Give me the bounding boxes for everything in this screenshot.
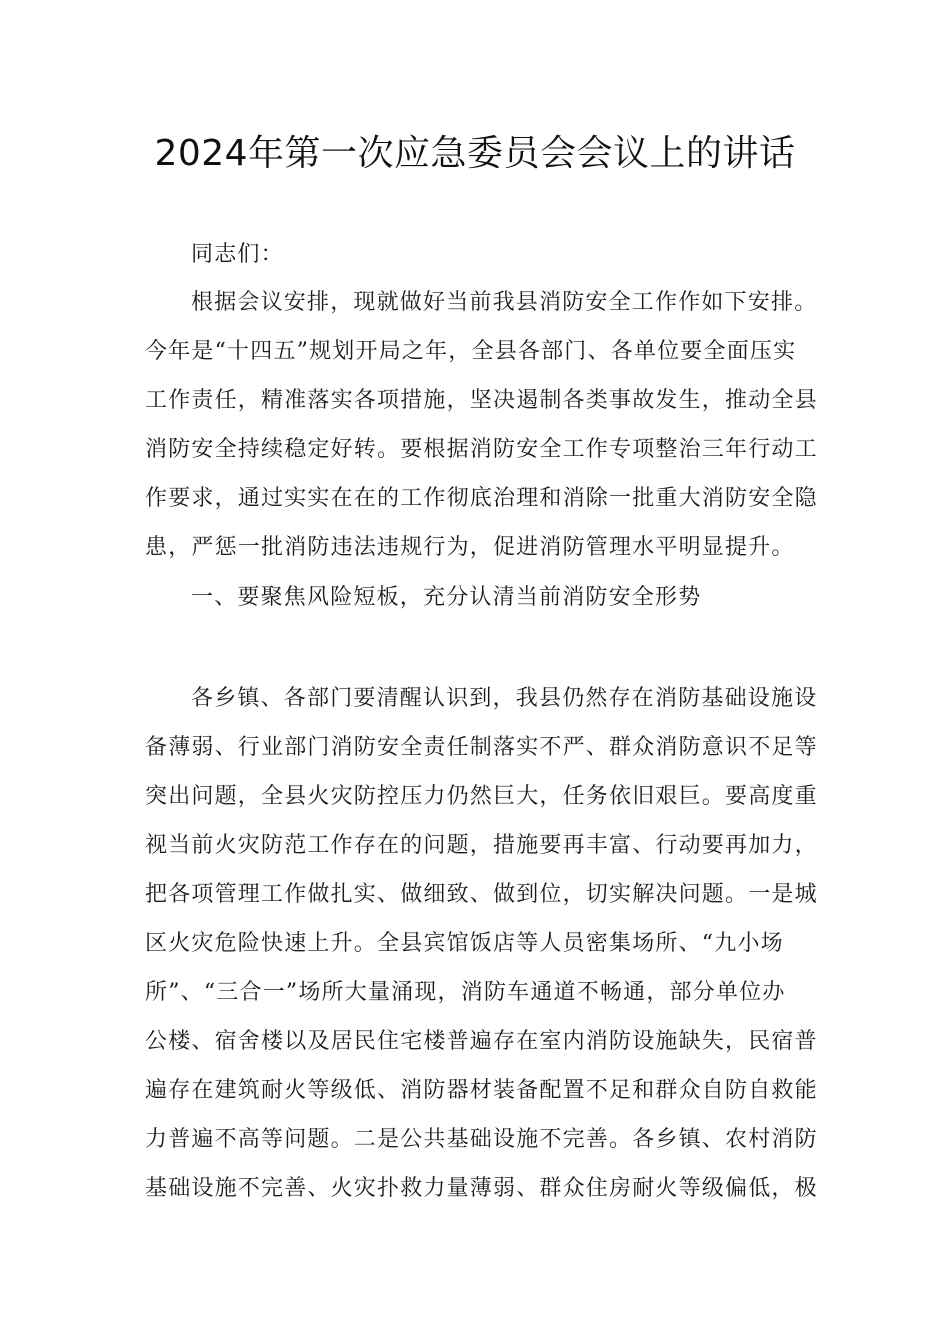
paragraph-line: 力普遍不高等问题。二是公共基础设施不完善。各乡镇、农村消防 — [145, 1127, 818, 1152]
paragraph-line: 今年是“十四五”规划开局之年，全县各部门、各单位要全面压实 — [145, 339, 797, 364]
document-title: 2024年第一次应急委员会会议上的讲话 — [154, 133, 796, 174]
salutation: 同志们： — [191, 242, 284, 267]
paragraph-line: 根据会议安排，现就做好当前我县消防安全工作作如下安排。 — [191, 290, 818, 315]
paragraph-line: 遍存在建筑耐火等级低、消防器材装备配置不足和群众自防自救能 — [145, 1078, 818, 1103]
section-heading-block — [145, 573, 810, 622]
section-heading: 一、要聚焦风险短板，充分认清当前消防安全形势 — [191, 585, 702, 610]
paragraph-2 — [145, 674, 818, 1213]
paragraph-line: 公楼、宿舍楼以及居民住宅楼普遍存在室内消防设施缺失，民宿普 — [145, 1029, 818, 1054]
paragraph-line: 工作责任，精准落实各项措施，坚决遏制各类事故发生，推动全县 — [145, 388, 818, 413]
paragraph-line: 各乡镇、各部门要清醒认识到，我县仍然存在消防基础设施设 — [191, 686, 818, 711]
paragraph-1 — [145, 278, 818, 572]
paragraph-line: 视当前火灾防范工作存在的问题，措施要再丰富、行动要再加力， — [145, 833, 818, 858]
paragraph-line: 消防安全持续稳定好转。要根据消防安全工作专项整治三年行动工 — [145, 437, 818, 462]
paragraph-line: 作要求，通过实实在在的工作彻底治理和消除一批重大消防安全隐 — [145, 486, 818, 511]
paragraph-line: 把各项管理工作做扎实、做细致、做到位，切实解决问题。一是城 — [145, 882, 818, 907]
paragraph-line: 备薄弱、行业部门消防安全责任制落实不严、群众消防意识不足等 — [145, 735, 818, 760]
paragraph-line: 患，严惩一批消防违法违规行为，促进消防管理水平明显提升。 — [145, 535, 795, 560]
paragraph-line: 基础设施不完善、火灾扑救力量薄弱、群众住房耐火等级偏低，极 — [145, 1176, 818, 1201]
paragraph-line: 突出问题，全县火灾防控压力仍然巨大，任务依旧艰巨。要高度重 — [145, 784, 818, 809]
salutation-block — [145, 230, 810, 279]
paragraph-line: 所”、“三合一”场所大量涌现，消防车通道不畅通，部分单位办 — [145, 980, 786, 1005]
paragraph-line: 区火灾危险快速上升。全县宾馆饭店等人员密集场所、“九小场 — [145, 931, 784, 956]
